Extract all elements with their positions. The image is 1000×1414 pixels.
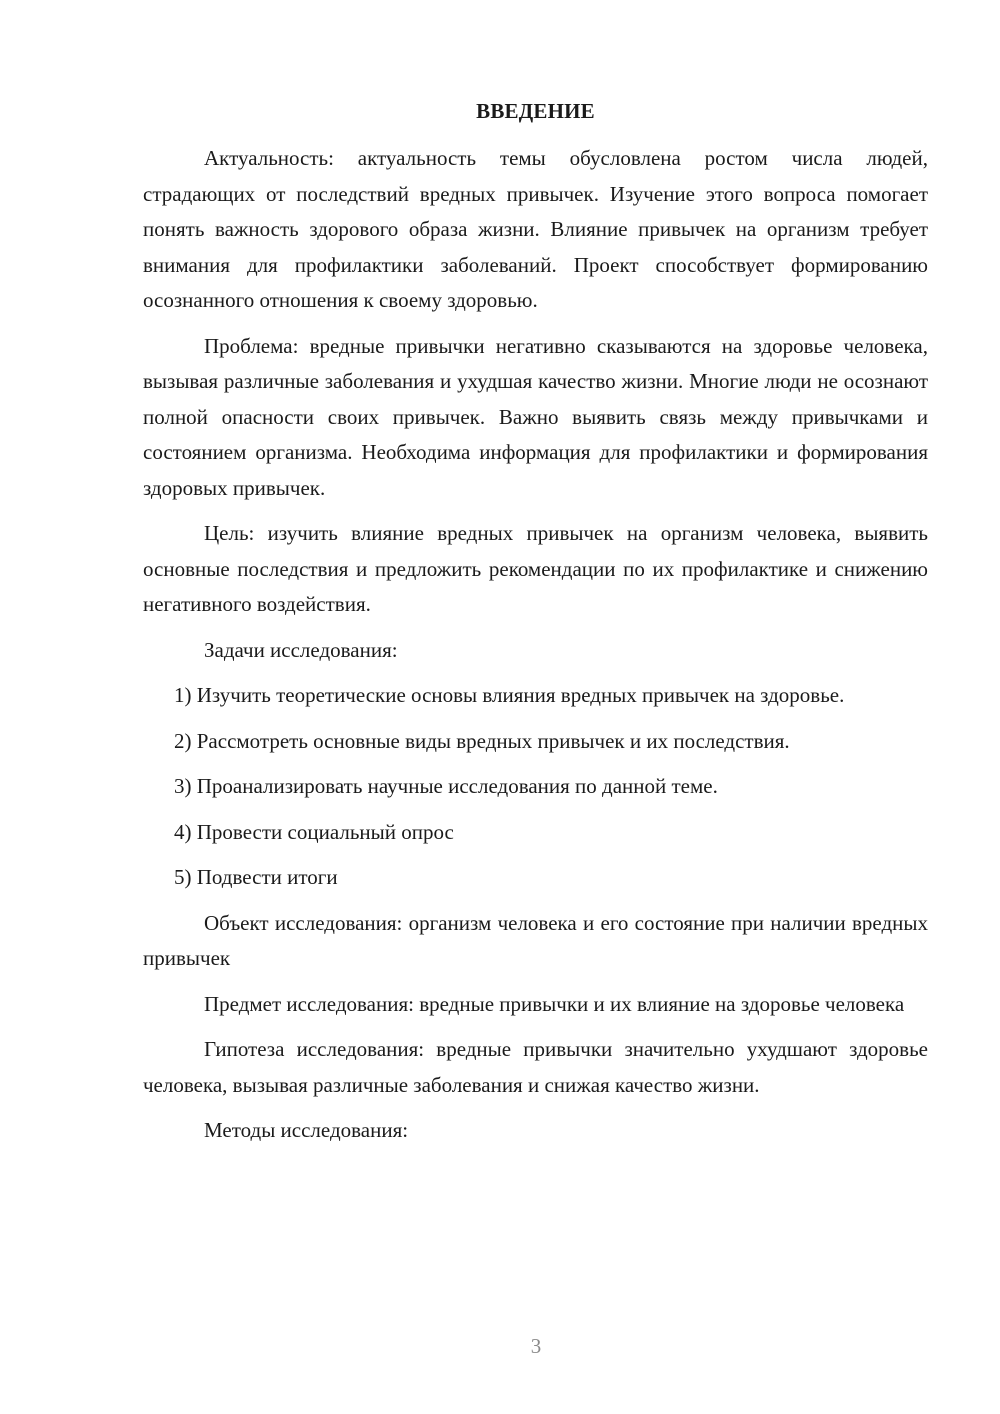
task-item-3: 3) Проанализировать научные исследования по данной теме.	[174, 774, 718, 798]
page-content	[143, 94, 928, 1159]
paragraph-goal: Цель: изучить влияние вредных привычек на организм человека, выявить основные последствия и предложить рекомендации по их профилактике и снижению негативного воздействия.	[143, 521, 928, 616]
task-item-1: 1) Изучить теоретические основы влияния вредных привычек на здоровье.	[174, 683, 845, 707]
task-item-4: 4) Провести социальный опрос	[174, 819, 454, 844]
paragraph-problem: Проблема: вредные привычки негативно сказываются на здоровье человека, вызывая различные заболевания и ухудшая качество жизни. Многие люди не осознают полной опасности своих привычек. Важно выявить связь между привычками и состоянием организма. Необходима информация для профилактики и формирования здоровых привычек.	[143, 333, 928, 500]
paragraph-object: Объект исследования: организм человека и его состояние при наличии вредных привычек	[143, 910, 928, 970]
page-title: ВВЕДЕНИЕ	[476, 99, 595, 123]
paragraph-relevance: Актуальность: актуальность темы обусловлена ростом числа людей, страдающих от последствий вредных привычек. Изучение этого вопроса помогает понять важность здорового образа жизни. Влияние привычек на организм требует внимания для профилактики заболеваний. Проект способствует формированию осознанного отношения к своему здоровью.	[143, 146, 928, 312]
methods-heading: Методы исследования:	[204, 1118, 409, 1142]
task-item-2: 2) Рассмотреть основные виды вредных привычек и их последствия.	[174, 728, 790, 753]
task-item-5: 5) Подвести итоги	[174, 865, 338, 889]
paragraph-subject: Предмет исследования: вредные привычки и их влияние на здоровье человека	[204, 991, 905, 1016]
paragraph-hypothesis: Гипотеза исследования: вредные привычки значительно ухудшают здоровье человека, вызывая различные заболевания и снижая качество жизни.	[143, 1037, 928, 1097]
page-number: 3	[530, 1334, 542, 1358]
tasks-heading: Задачи исследования:	[204, 637, 398, 662]
